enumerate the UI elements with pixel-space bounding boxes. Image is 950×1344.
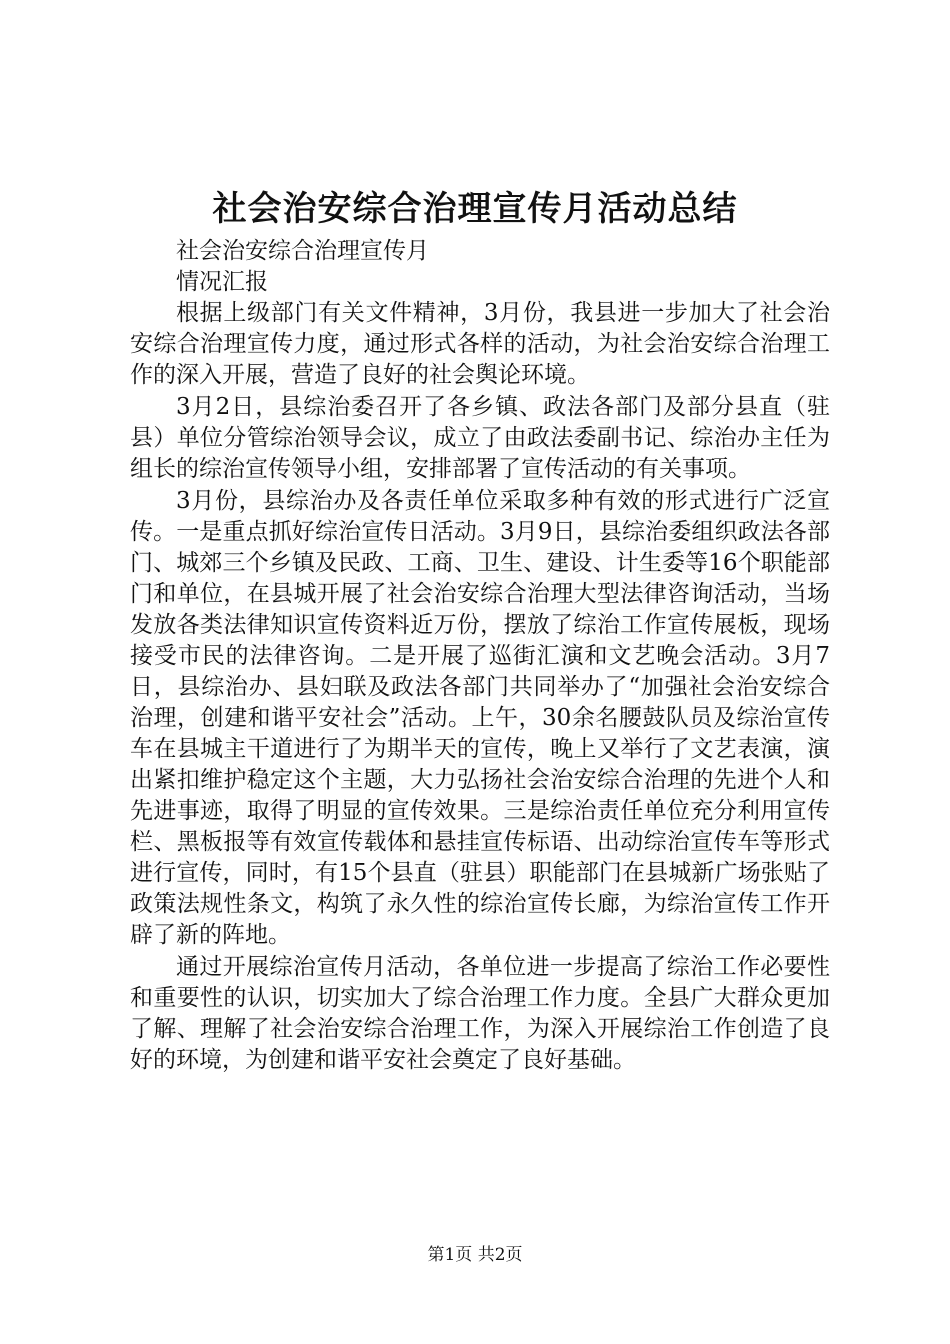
paragraph-3: 3月份，县综治办及各责任单位采取多种有效的形式进行广泛宣传。一是重点抓好综治宣传日活动。3月9日，县综治委组织政法各部门、城郊三个乡镇及民政、工商、卫生、建设、计生委等16个职能部门和单位，在县城开展了社会治安综合治理大型法律咨询活动，当场发放各类法律知识宣传资料近万份，摆放了综治工作宣传展板，现场接受市民的法律咨询。二是开展了巡街汇演和文艺晚会活动。3月7日，县综治办、县妇联及政法各部门共同举办了“加强社会治安综合治理，创建和谐平安社会”活动。上午，30余名腰鼓队员及综治宣传车在县城主干道进行了为期半天的宣传，晚上又举行了文艺表演，演出紧扣维护稳定这个主题，大力弘扬社会治安综合治理的先进个人和先进事迹，取得了明显的宣传效果。三是综治责任单位充分利用宣传栏、黑板报等有效宣传载体和悬挂宣传标语、出动综治宣传车等形式进行宣传，同时，有15个县直（驻县）职能部门在县城新广场张贴了政策法规性条文，构筑了永久性的综治宣传长廊，为综治宣传工作开辟了新的阵地。 bbox=[130, 488, 830, 948]
subtitle-line-2: 情况汇报 bbox=[176, 269, 268, 295]
paragraph-4: 通过开展综治宣传月活动，各单位进一步提高了综治工作必要性和重要性的认识，切实加大了综合治理工作力度。全县广大群众更加了解、理解了社会治安综合治理工作，为深入开展综治工作创造了良好的环境，为创建和谐平安社会奠定了良好基础。 bbox=[130, 954, 830, 1073]
document-title: 社会治安综合治理宣传月活动总结 bbox=[212, 189, 738, 229]
page-footer: 第1页 共2页 bbox=[427, 1245, 523, 1265]
paragraph-1: 根据上级部门有关文件精神，3月份，我县进一步加大了社会治安综合治理宣传力度，通过形式各样的活动，为社会治安综合治理工作的深入开展，营造了良好的社会舆论环境。 bbox=[130, 300, 830, 388]
document-body bbox=[130, 236, 830, 1077]
subtitle-line-1: 社会治安综合治理宣传月 bbox=[176, 238, 429, 264]
paragraph-2: 3月2日，县综治委召开了各乡镇、政法各部门及部分县直（驻县）单位分管综治领导会议，成立了由政法委副书记、综治办主任为组长的综治宣传领导小组，安排部署了宣传活动的有关事项。 bbox=[130, 394, 830, 482]
